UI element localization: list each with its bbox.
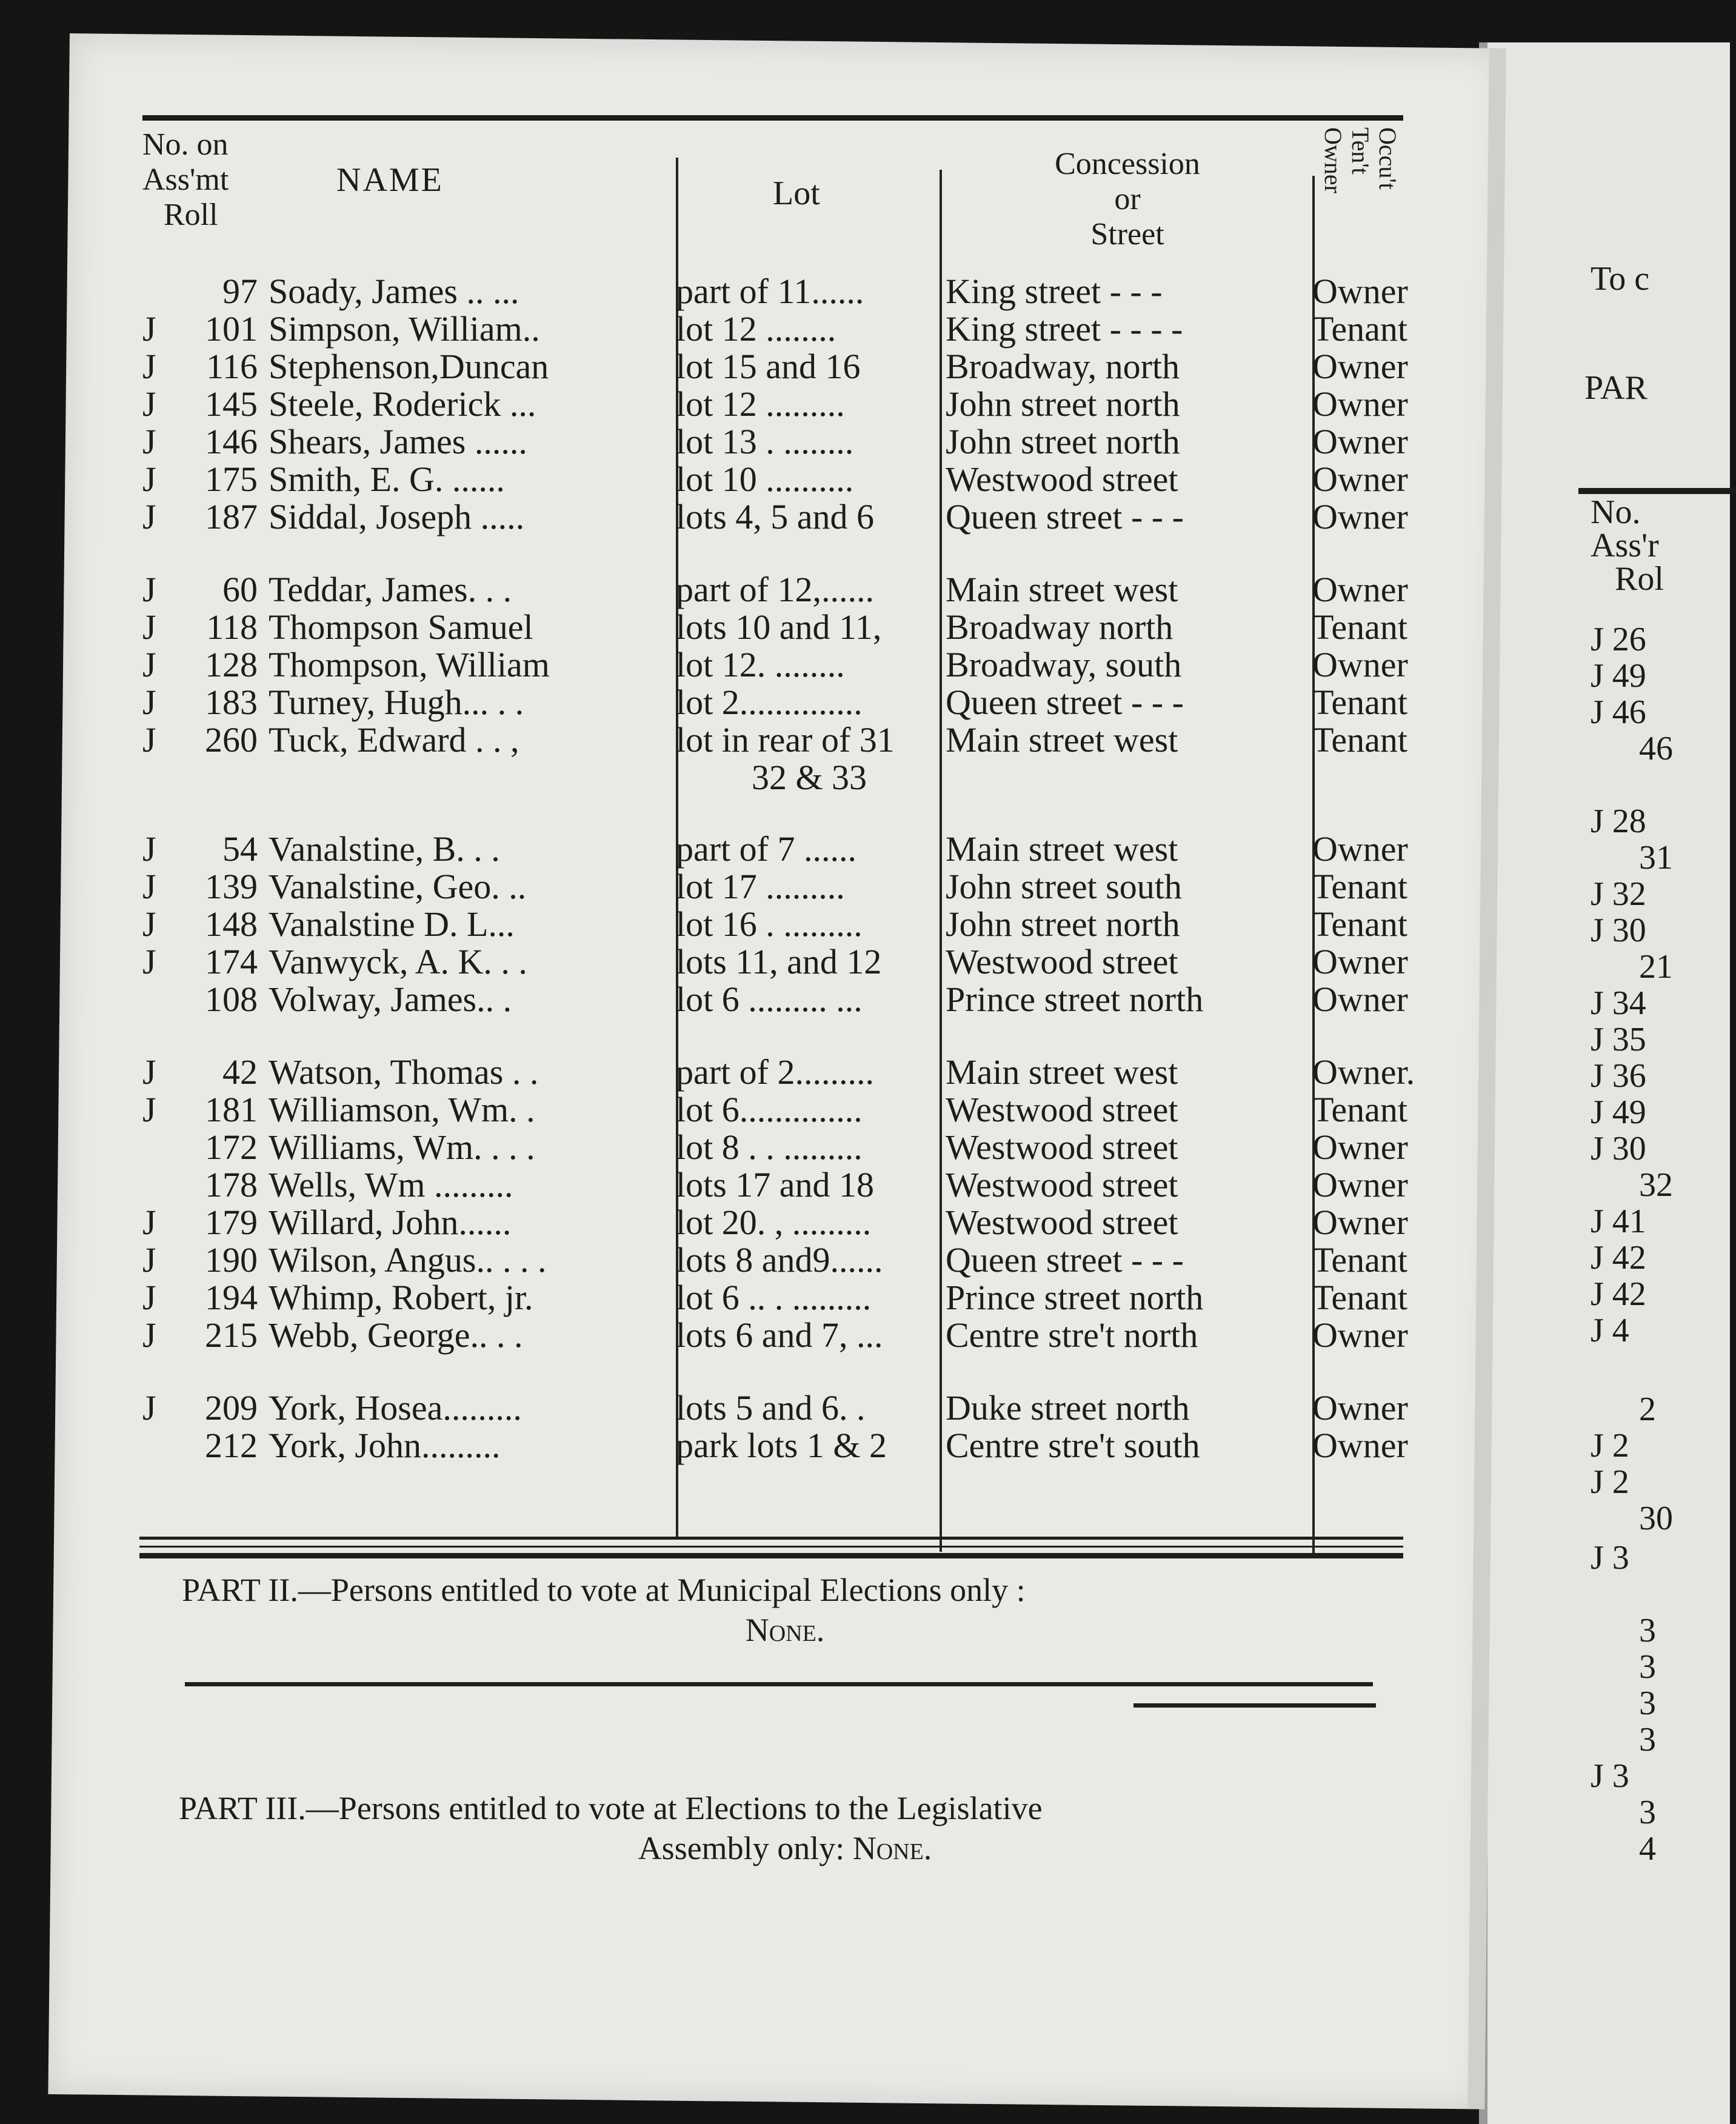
status-cell: Owner [1312,829,1408,869]
street-cell: Queen street - - - [946,497,1184,536]
roll-number: 54 [222,829,258,869]
assessment-flag: J [142,829,156,869]
street-cell: Westwood street [946,1165,1178,1204]
assessment-flag: J [142,570,156,609]
roll-number: 60 [222,570,258,609]
adjacent-row: 3 [1639,1612,1656,1649]
assessment-flag: J [142,309,156,349]
name-cell: Tuck, Edward . . , [269,720,519,760]
street-cell: Broadway, north [946,347,1180,386]
adjacent-row: J 3 [1591,1757,1629,1795]
status-cell: Tenant [1312,309,1407,349]
lot-cell: park lots 1 & 2 [676,1426,887,1465]
table-row [142,1203,1408,1242]
street-cell: Broadway north [946,607,1173,647]
lot-cell: lot 8 . . ......... [676,1127,863,1167]
assessment-flag: J [142,1278,156,1317]
table-row [142,309,1407,349]
assessment-flag: J [142,1388,156,1428]
header-name: NAME [336,161,444,199]
assessment-flag: J [142,1240,156,1280]
adjacent-row: 31 [1639,839,1673,877]
street-cell: Queen street - - - [946,683,1184,722]
assessment-flag: J [142,1090,156,1129]
table-row [142,459,1408,499]
table-row [142,980,1408,1019]
status-cell: Tenant [1312,607,1407,647]
adjacent-row: J 49 [1591,657,1646,695]
adjacent-row: 30 [1639,1500,1673,1537]
table-row [142,272,1408,311]
status-cell: Owner [1312,1127,1408,1167]
adjacent-row: J 4 [1591,1312,1629,1349]
street-cell: Main street west [946,1052,1178,1092]
status-cell: Owner [1312,1315,1408,1355]
adjacent-row: 3 [1639,1794,1656,1831]
header-no-line1: No. on [142,127,229,162]
adjacent-row: J 41 [1591,1203,1646,1240]
adjacent-row: J 42 [1591,1239,1646,1277]
table-row [142,1315,1408,1355]
street-cell: Prince street north [946,980,1204,1019]
header-concession [946,147,1309,280]
lot-cell: lot 10 .......... [676,459,854,499]
lot-cell: lot 12. ........ [676,645,845,684]
street-cell: Centre stre't north [946,1315,1198,1355]
lot-cell: lots 10 and 11, [676,607,882,647]
part-two-none: None. [745,1612,825,1648]
table-row [142,1278,1407,1317]
adjacent-row: J 28 [1591,803,1646,840]
adjacent-row: J 49 [1591,1094,1646,1131]
assessment-flag: J [142,867,156,906]
status-cell: Owner [1312,645,1408,684]
roll-number: 209 [205,1388,258,1428]
table-row [142,1052,1415,1092]
status-cell: Owner [1312,384,1408,424]
roll-number: 108 [205,980,258,1019]
street-cell: King street - - - [946,272,1163,311]
street-cell: Main street west [946,829,1178,869]
header-concession-line3: Street [1090,217,1164,252]
status-cell: Owner [1312,1388,1408,1428]
roll-number: 179 [205,1203,258,1242]
header-lot: Lot [773,175,820,212]
assessment-flag: J [142,497,156,536]
roll-number: 148 [205,904,258,944]
lot-cell: lot 16 . ......... [676,904,863,944]
roll-number: 97 [222,272,258,311]
table-row [142,1240,1407,1280]
lot-cell: part of 7 ...... [676,829,856,869]
lot-cell: lot in rear of 31 [676,720,895,760]
lot-cell: part of 11...... [676,272,864,311]
part-two-text: PART II.—Persons entitled to vote at Municipal Elections only : [182,1572,1026,1608]
status-cell: Tenant [1312,1090,1407,1129]
name-cell: Thompson Samuel [269,607,533,647]
name-cell: Watson, Thomas . . [269,1052,539,1092]
name-cell: York, John......... [269,1426,501,1465]
adjacent-row: 32 [1639,1166,1673,1204]
lot-cell: lot 12 ........ [676,309,836,349]
header-owner [1315,127,1415,249]
adjacent-row: 3 [1639,1721,1656,1758]
name-cell: Wilson, Angus.. . . . [269,1240,547,1280]
name-cell: Williamson, Wm. . [269,1090,535,1129]
roll-number: 181 [205,1090,258,1129]
roll-number: 101 [205,309,258,349]
lot-cell: lot 6 ......... ... [676,980,863,1019]
street-cell: Main street west [946,720,1178,760]
adjacent-row: J 42 [1591,1275,1646,1313]
status-cell: Owner [1312,497,1408,536]
adjacent-row: J 3 [1591,1539,1629,1577]
roll-number: 260 [205,720,258,760]
name-cell: Willard, John...... [269,1203,512,1242]
table-row [142,1090,1407,1129]
lot-cell: lot 20. , ......... [676,1203,872,1242]
assessment-flag: J [142,1052,156,1092]
adjacent-header-line: No. [1591,493,1641,531]
adjacent-row: 2 [1639,1391,1656,1428]
table-top-rule [142,115,1403,121]
adjacent-page [1479,42,1730,2124]
table-row [142,347,1408,386]
street-cell: King street - - - - [946,309,1183,349]
name-cell: Wells, Wm ......... [269,1165,513,1204]
roll-number: 194 [205,1278,258,1317]
lot-cell: lot 6.............. [676,1090,863,1129]
roll-number: 116 [206,347,258,386]
part-three-none: None. [852,1830,932,1866]
header-no [142,127,264,261]
table-row [142,422,1408,461]
table-row [142,720,1407,797]
adjacent-row: 3 [1639,1648,1656,1686]
roll-number: 178 [205,1165,258,1204]
status-cell: Tenant [1312,867,1407,906]
street-cell: Main street west [946,570,1178,609]
table-row [142,942,1408,981]
name-cell: Shears, James ...... [269,422,527,461]
part-three-text: PART III.—Persons entitled to vote at Elections to the Legislative [179,1790,1043,1826]
adjacent-row: J 2 [1591,1427,1629,1464]
lot-cell: lots 17 and 18 [676,1165,875,1204]
table-row [142,645,1408,684]
table-row [142,829,1408,869]
part-divider-2 [1133,1703,1376,1708]
name-cell: Volway, James.. . [269,980,512,1019]
roll-number: 145 [205,384,258,424]
header-owner-line2: Ten't [1347,127,1374,175]
adjacent-row: 46 [1639,730,1673,767]
street-cell: Queen street - - - [946,1240,1184,1280]
lot-cell-continued: 32 & 33 [751,758,867,797]
name-cell: Vanalstine D. L... [269,904,515,944]
table-row [142,1127,1408,1167]
adjacent-row: J 46 [1591,693,1646,731]
name-cell: Steele, Roderick ... [269,384,536,424]
name-cell: Teddar, James. . . [269,570,512,609]
part-three [179,1788,1391,1868]
name-cell: Vanwyck, A. K. . . [269,942,527,981]
adjacent-row: 21 [1639,948,1673,986]
street-cell: John street north [946,422,1180,461]
status-cell: Owner [1312,459,1408,499]
street-cell: Westwood street [946,1127,1178,1167]
roll-number: 128 [205,645,258,684]
adjacent-row: J 26 [1591,621,1646,658]
header-owner-line1: Occu't [1374,127,1401,190]
roll-number: 174 [205,942,258,981]
name-cell: Turney, Hugh... . . [269,683,524,722]
adjacent-row: J 30 [1591,1130,1646,1167]
part-three-text2: Assembly only: [638,1830,845,1866]
table-row [142,867,1407,906]
assessment-flag: J [142,422,156,461]
roll-number: 118 [206,607,258,647]
name-cell: Simpson, William.. [269,309,540,349]
closing-rule-3 [139,1553,1403,1558]
name-cell: Soady, James .. ... [269,272,519,311]
status-cell: Owner [1312,272,1408,311]
street-cell: Broadway, south [946,645,1182,684]
part-divider-1 [185,1682,1373,1686]
header-owner-line3: Owner [1320,127,1347,193]
lot-cell: lot 13 . ........ [676,422,854,461]
status-cell: Owner [1312,942,1408,981]
assessment-flag: J [142,1315,156,1355]
status-cell: Owner [1312,1426,1408,1465]
roll-number: 183 [205,683,258,722]
name-cell: Siddal, Joseph ..... [269,497,525,536]
street-cell: Westwood street [946,1203,1178,1242]
roll-number: 42 [222,1052,258,1092]
status-cell: Tenant [1312,1240,1407,1280]
lot-cell: part of 12,...... [676,570,874,609]
assessment-flag: J [142,683,156,722]
table-row [142,384,1408,424]
table-row [142,904,1407,944]
table-row [142,1165,1408,1204]
table-row [142,1426,1408,1465]
closing-rule-1 [139,1537,1403,1540]
header-concession-line1: Concession [1055,147,1200,181]
table-row [142,497,1408,536]
assessment-flag: J [142,904,156,944]
lot-cell: lot 15 and 16 [676,347,861,386]
header-no-line3: Roll [164,198,218,232]
name-cell: Smith, E. G. ...... [269,459,505,499]
status-cell: Owner [1312,980,1408,1019]
adjacent-heading: To c [1591,260,1650,298]
roll-number: 172 [205,1127,258,1167]
assessment-flag: J [142,459,156,499]
name-cell: Williams, Wm. . . . [269,1127,535,1167]
status-cell: Owner [1312,1203,1408,1242]
street-cell: John street north [946,904,1180,944]
street-cell: Duke street north [946,1388,1190,1428]
assessment-flag: J [142,720,156,760]
assessment-flag: J [142,645,156,684]
table-row [142,1388,1408,1428]
street-cell: Westwood street [946,1090,1178,1129]
assessment-flag: J [142,942,156,981]
lot-cell: part of 2......... [676,1052,874,1092]
roll-number: 175 [205,459,258,499]
status-cell: Owner [1312,570,1408,609]
adjacent-header-line: Ass'r [1591,527,1659,564]
status-cell: Owner [1312,422,1408,461]
roll-number: 187 [205,497,258,536]
roll-number: 139 [205,867,258,906]
street-cell: Centre stre't south [946,1426,1200,1465]
part-three-line2 [179,1828,1391,1868]
street-cell: John street north [946,384,1180,424]
status-cell: Owner. [1312,1052,1415,1092]
name-cell: Stephenson,Duncan [269,347,549,386]
header-concession-line2: or [1114,182,1141,216]
adjacent-row: 3 [1639,1685,1656,1722]
table-row [142,683,1407,722]
status-cell: Tenant [1312,904,1407,944]
lot-cell: lots 4, 5 and 6 [676,497,875,536]
assessment-flag: J [142,1203,156,1242]
lot-cell: lots 11, and 12 [676,942,882,981]
adjacent-row: J 36 [1591,1057,1646,1095]
table-row [142,607,1407,647]
table-row [142,570,1408,609]
name-cell: Vanalstine, B. . . [269,829,500,869]
part-two [182,1570,1388,1650]
street-cell: Prince street north [946,1278,1204,1317]
name-cell: Thompson, William [269,645,550,684]
header-no-line2: Ass'mt [142,162,229,197]
name-cell: Vanalstine, Geo. .. [269,867,527,906]
roll-number: 215 [205,1315,258,1355]
adjacent-row: J 30 [1591,912,1646,949]
roll-number: 190 [205,1240,258,1280]
adjacent-part: PAR [1584,369,1648,407]
adjacent-row: 4 [1639,1830,1656,1868]
roll-number: 212 [205,1426,258,1465]
closing-rule-2 [139,1546,1403,1548]
status-cell: Tenant [1312,1278,1407,1317]
adjacent-row: J 2 [1591,1463,1629,1501]
status-cell: Owner [1312,347,1408,386]
lot-cell: lot 17 ......... [676,867,845,906]
adjacent-header-line: Rol [1615,560,1664,598]
lot-cell: lots 6 and 7, ... [676,1315,883,1355]
lot-cell: lot 12 ......... [676,384,845,424]
street-cell: Westwood street [946,459,1178,499]
status-cell: Owner [1312,1165,1408,1204]
adjacent-row: J 34 [1591,984,1646,1022]
assessment-flag: J [142,384,156,424]
adjacent-row: J 32 [1591,875,1646,913]
roll-number: 146 [205,422,258,461]
name-cell: York, Hosea......... [269,1388,522,1428]
name-cell: Webb, George.. . . [269,1315,523,1355]
street-cell: John street south [946,867,1182,906]
lot-cell: lots 5 and 6. . [676,1388,866,1428]
street-cell: Westwood street [946,942,1178,981]
lot-cell: lot 6 .. . ......... [676,1278,872,1317]
status-cell: Tenant [1312,683,1407,722]
assessment-flag: J [142,347,156,386]
lot-cell: lots 8 and9...... [676,1240,883,1280]
adjacent-row: J 35 [1591,1021,1646,1058]
name-cell: Whimp, Robert, jr. [269,1278,533,1317]
assessment-flag: J [142,607,156,647]
status-cell: Tenant [1312,720,1407,760]
lot-cell: lot 2.............. [676,683,863,722]
